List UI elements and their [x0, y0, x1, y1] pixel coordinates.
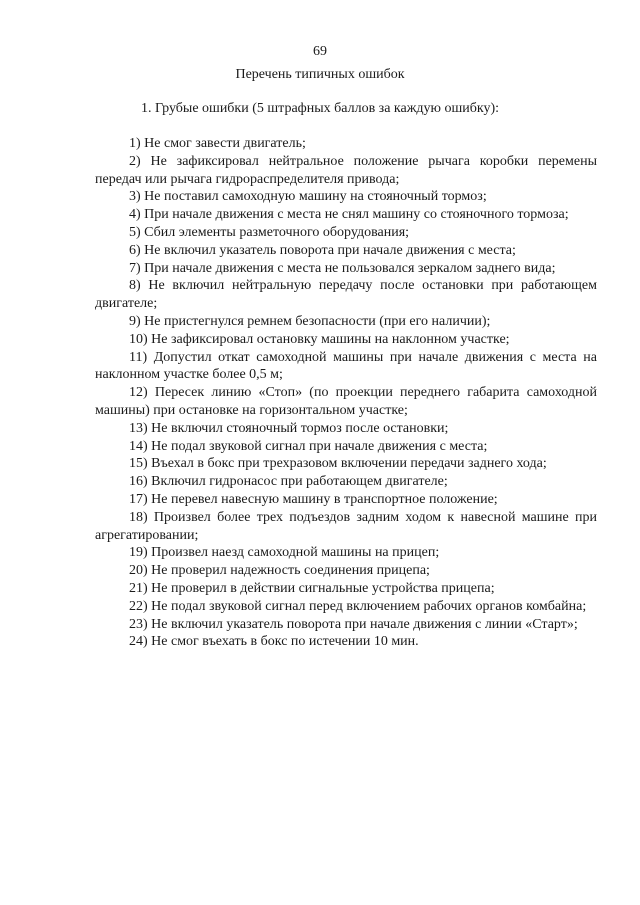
- error-item: 20) Не проверил надежность соединения прицепа;: [129, 563, 430, 579]
- error-item: 16) Включил гидронасос при работающем двигателе;: [129, 474, 448, 490]
- section-heading: 1. Грубые ошибки (5 штрафных баллов за каждую ошибку):: [140, 101, 500, 116]
- error-item: 6) Не включил указатель поворота при начале движения с места;: [129, 242, 516, 258]
- error-item: 24) Не смог въехать в бокс по истечении 10 мин.: [129, 634, 419, 650]
- error-item: 2) Не зафиксировал нейтральное положение рычага коробки перемены передач или рычага гидрораспределителя привода;: [95, 153, 597, 187]
- page-number: 69: [313, 44, 327, 59]
- error-item: 7) При начале движения с места не пользовался зеркалом заднего вида;: [129, 260, 556, 276]
- error-item: 18) Произвел более трех подъездов задним ходом к навесной машине при агрегатировании;: [95, 509, 597, 543]
- error-item: 15) Въехал в бокс при трехразовом включении передачи заднего хода;: [129, 456, 547, 472]
- error-item: 11) Допустил откат самоходной машины при начале движения с места на наклонном участке более 0,5 м;: [95, 349, 597, 383]
- error-item: 3) Не поставил самоходную машину на стояночный тормоз;: [129, 189, 487, 205]
- error-item: 10) Не зафиксировал остановку машины на наклонном участке;: [129, 331, 510, 347]
- document-title: Перечень типичных ошибок: [235, 67, 405, 82]
- error-item: 22) Не подал звуковой сигнал перед включением рабочих органов комбайна;: [129, 598, 587, 614]
- error-item: 12) Пересек линию «Стоп» (по проекции переднего габарита самоходной машины) при остановке на горизонтальном участке;: [95, 385, 597, 418]
- error-item: 14) Не подал звуковой сигнал при начале движения с места;: [129, 438, 488, 454]
- error-item: 4) При начале движения с места не снял машину со стояночного тормоза;: [129, 207, 569, 223]
- error-item: 13) Не включил стояночный тормоз после остановки;: [129, 420, 449, 436]
- error-item: 1) Не смог завести двигатель;: [129, 136, 306, 151]
- error-item: 17) Не перевел навесную машину в транспортное положение;: [129, 491, 498, 507]
- error-item: 8) Не включил нейтральную передачу после остановки при работающем двигателе;: [95, 278, 597, 312]
- error-list: [95, 135, 597, 651]
- error-item: 9) Не пристегнулся ремнем безопасности (при его наличии);: [129, 313, 491, 329]
- error-item: 21) Не проверил в действии сигнальные устройства прицепа;: [129, 580, 495, 596]
- error-item: 19) Произвел наезд самоходной машины на прицеп;: [129, 545, 440, 561]
- error-item: 5) Сбил элементы разметочного оборудования;: [129, 224, 410, 240]
- error-item: 23) Не включил указатель поворота при начале движения с линии «Старт»;: [129, 616, 578, 632]
